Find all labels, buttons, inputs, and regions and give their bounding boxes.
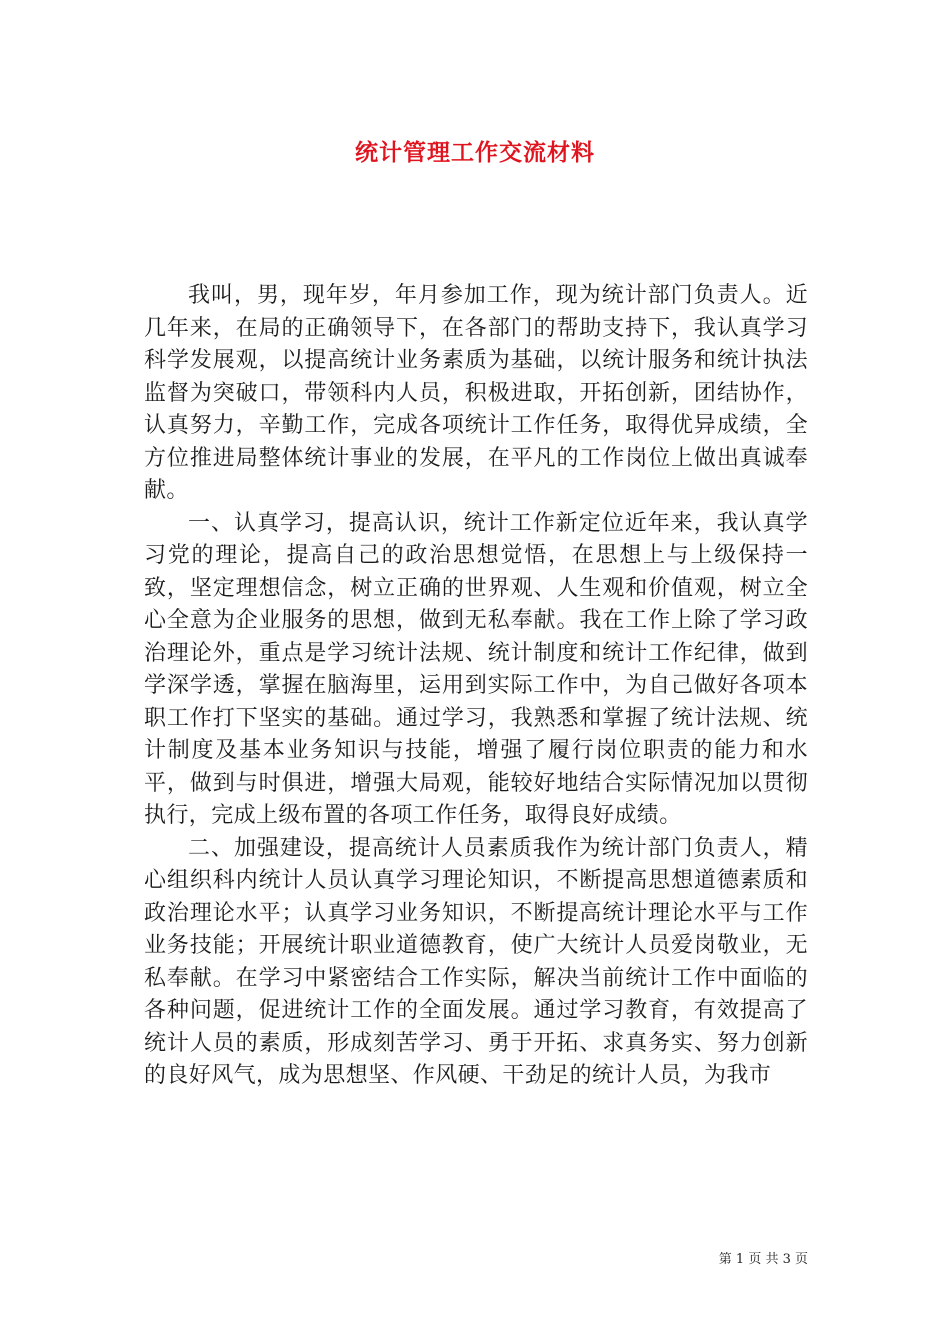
paragraph-section-1: 一、认真学习，提高认识，统计工作新定位近年来，我认真学习党的理论，提高自己的政治思想觉悟，在思想上与上级保持一致，坚定理想信念，树立正确的世界观、人生观和价值观，树立全心全意为企业服务的思想，做到无私奉献。我在工作上除了学习政治理论外，重点是学习统计法规、统计制度和统计工作纪律，做到学深学透，掌握在脑海里，运用到实际工作中，为自己做好各项本职工作打下坚实的基础。通过学习，我熟悉和掌握了统计法规、统计制度及基本业务知识与技能，增强了履行岗位职责的能力和水平，做到与时俱进，增强大局观，能较好地结合实际情况加以贯彻执行，完成上级布置的各项工作任务，取得良好成绩。 xyxy=(144,510,808,828)
paragraph-intro: 我叫，男，现年岁，年月参加工作，现为统计部门负责人。近几年来，在局的正确领导下，在各部门的帮助支持下，我认真学习科学发展观，以提高统计业务素质为基础，以统计服务和统计执法监督为突破口，带领科内人员，积极进取，开拓创新，团结协作，认真努力，辛勤工作，完成各项统计工作任务，取得优异成绩，全方位推进局整体统计事业的发展，在平凡的工作岗位上做出真诚奉献。 xyxy=(144,283,808,503)
paragraph-section-2: 二、加强建设，提高统计人员素质我作为统计部门负责人，精心组织科内统计人员认真学习理论知识，不断提高思想道德素质和政治理论水平；认真学习业务知识，不断提高统计理论水平与工作业务技能；开展统计职业道德教育，使广大统计人员爱岗敬业，无私奉献。在学习中紧密结合工作实际，解决当前统计工作中面临的各种问题，促进统计工作的全面发展。通过学习教育，有效提高了统计人员的素质，形成刻苦学习、勇于开拓、求真务实、努力创新的良好风气，成为思想坚、作风硬、干劲足的统计人员，为我市 xyxy=(144,835,808,1088)
document-body xyxy=(144,280,808,1093)
document-title: 统计管理工作交流材料 xyxy=(355,139,595,166)
page-number: 第 1 页 共 3 页 xyxy=(718,1252,808,1267)
